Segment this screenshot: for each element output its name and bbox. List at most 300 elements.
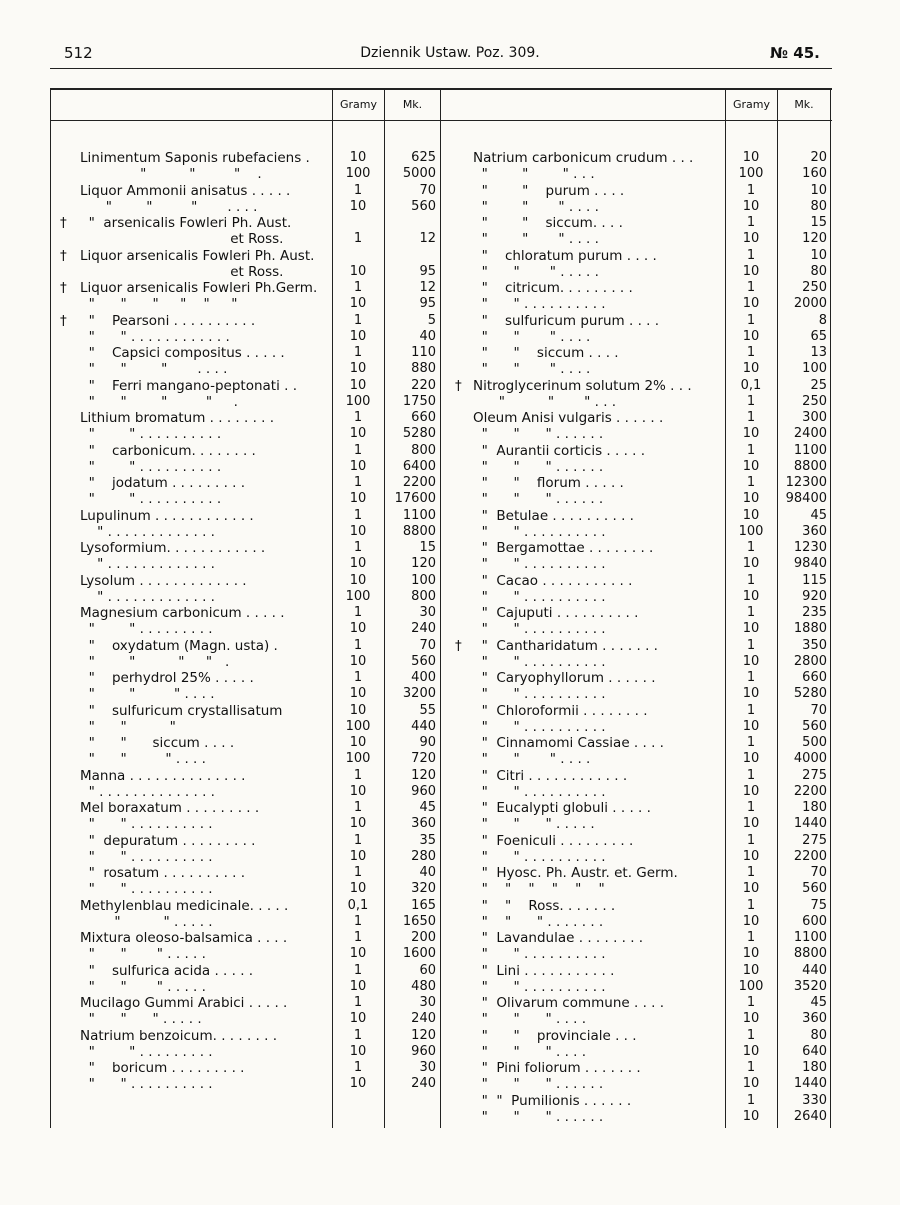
entry-mk: 17600 (394, 491, 436, 507)
entry-gramy: 1 (353, 231, 363, 247)
entry-gramy: 100 (345, 393, 371, 409)
entry-name: Oleum Anisi vulgaris . . . . . . (473, 410, 664, 426)
entry-name: " " florum . . . . . (473, 475, 624, 491)
entry-name: " Cinnamomi Cassiae . . . . (473, 735, 664, 751)
table-row (0, 930, 900, 946)
table-row (0, 735, 900, 751)
table-row (0, 751, 900, 767)
entry-mk: 30 (419, 605, 436, 620)
table-row (0, 833, 900, 849)
entry-gramy: 1 (746, 767, 756, 783)
table-row (0, 573, 900, 589)
entry-name: " " " . . . . . (473, 263, 599, 280)
table-row (0, 914, 900, 930)
entry-gramy: 10 (349, 735, 367, 750)
entry-name: Methylenblau medicinale. . . . . (80, 897, 289, 914)
entry-mk: 320 (411, 881, 436, 897)
table-row (0, 703, 900, 719)
entry-name: " " " . . . . . . (473, 491, 604, 508)
entry-name: Lysoformium. . . . . . . . . . . . (80, 540, 266, 556)
entry-gramy: 1 (746, 247, 756, 263)
entry-name: Lysolum . . . . . . . . . . . . . (80, 572, 247, 589)
entry-name: " " . . . . . . . . . . (80, 458, 222, 475)
entry-gramy: 1 (746, 930, 756, 945)
entry-gramy: 1 (746, 735, 756, 750)
entry-mk: 180 (802, 1060, 827, 1075)
entry-mk: 55 (419, 702, 436, 718)
entry-name: " " " . . . . (473, 198, 599, 215)
entry-gramy: 1 (353, 280, 363, 295)
entry-mk: 960 (411, 783, 436, 799)
entry-mk: 440 (802, 962, 827, 978)
entry-name: " " . . . . . . . . . . (473, 296, 606, 313)
dagger-mark: † (455, 377, 462, 394)
entry-gramy: 1 (746, 637, 756, 653)
entry-name: " " . . . . . . . . . . (473, 653, 606, 670)
entry-gramy: 1 (746, 1027, 756, 1043)
table-top-border (50, 88, 832, 90)
entry-mk: 8800 (793, 458, 827, 474)
entry-gramy: 1 (353, 605, 363, 620)
entry-mk: 1880 (793, 621, 827, 637)
entry-gramy: 10 (349, 328, 367, 344)
entry-name: " " . . . . . . . . . . (473, 848, 606, 865)
entry-name: " " . . . . . . . . . (80, 621, 213, 638)
entry-gramy: 1 (353, 1060, 363, 1075)
entry-mk: 10 (810, 247, 827, 263)
entry-mk: 3200 (402, 686, 436, 702)
entry-gramy: 1 (746, 605, 756, 620)
entry-gramy: 1 (353, 540, 363, 555)
entry-name: " Foeniculi . . . . . . . . . (473, 832, 634, 849)
entry-gramy: 10 (742, 198, 760, 214)
entry-mk: 1230 (793, 540, 827, 555)
entry-mk: 1100 (793, 442, 827, 458)
entry-name: et Ross. (80, 263, 284, 280)
entry-name: " " " . . . . (80, 751, 206, 768)
entry-name: " " . . . . . . . . . . (473, 556, 606, 573)
entry-gramy: 1 (746, 670, 756, 685)
entry-mk: 8800 (402, 523, 436, 539)
entry-name: " Capsici compositus . . . . . (80, 345, 285, 361)
entry-gramy: 10 (742, 150, 760, 165)
entry-gramy: 10 (742, 1011, 760, 1027)
table-row (0, 881, 900, 897)
entry-mk: 275 (802, 767, 827, 783)
entry-gramy: 1 (746, 865, 756, 880)
entry-name: " " . . . . . . . . . . (80, 491, 222, 508)
entry-mk: 275 (802, 832, 827, 848)
table-row (0, 865, 900, 881)
entry-name: " " . . . . . . . . . (80, 1043, 213, 1060)
entry-gramy: 10 (349, 816, 367, 832)
column-header-mk: Mk. (402, 98, 423, 111)
entry-name: et Ross. (80, 231, 284, 248)
entry-name: " rosatum . . . . . . . . . . (80, 865, 246, 881)
entry-name: " Ferri mangano-peptonati . . (80, 377, 297, 394)
entry-name: " boricum . . . . . . . . . (80, 1060, 245, 1076)
entry-mk: 25 (810, 377, 827, 393)
entry-gramy: 10 (349, 1076, 367, 1092)
entry-mk: 500 (802, 735, 827, 750)
entry-gramy: 10 (742, 507, 760, 523)
table-row (0, 475, 900, 491)
entry-gramy: 10 (349, 621, 367, 637)
entry-mk: 2400 (793, 426, 827, 442)
entry-name: Nitroglycerinum solutum 2% . . . (473, 377, 692, 394)
entry-mk: 35 (419, 832, 436, 848)
entry-mk: 250 (802, 280, 827, 295)
column-header-gramy: Gramy (732, 98, 770, 111)
table-row (0, 995, 900, 1011)
entry-gramy: 1 (746, 995, 756, 1010)
entry-gramy: 10 (742, 962, 760, 978)
entry-name: " " " . . . . (473, 1011, 587, 1028)
entry-name: " oxydatum (Magn. usta) . (80, 637, 278, 654)
entry-name: Mucilago Gummi Arabici . . . . . (80, 995, 288, 1011)
entry-mk: 240 (411, 1076, 436, 1092)
entry-mk: 2200 (402, 475, 436, 490)
entry-gramy: 10 (349, 377, 367, 393)
entry-mk: 360 (411, 816, 436, 832)
entry-gramy: 10 (742, 621, 760, 637)
entry-mk: 95 (419, 263, 436, 279)
entry-name: " Olivarum commune . . . . (473, 995, 665, 1011)
entry-name: " " " . . . . . . . (473, 913, 604, 930)
entry-mk: 8 (818, 312, 827, 328)
entry-name: " carbonicum. . . . . . . . (80, 442, 256, 459)
entry-gramy: 10 (349, 263, 367, 279)
entry-name: " " " " " " (80, 296, 238, 313)
entry-name: " sulfuricum crystallisatum (80, 702, 283, 719)
table-row (0, 963, 900, 979)
entry-mk: 1100 (402, 507, 436, 523)
entry-gramy: 10 (349, 198, 367, 214)
entry-gramy: 10 (349, 881, 367, 897)
entry-name: " Pini foliorum . . . . . . . (473, 1060, 641, 1076)
entry-mk: 95 (419, 296, 436, 312)
entry-mk: 1750 (402, 393, 436, 409)
entry-name: " . . . . . . . . . . . . . (80, 588, 215, 605)
entry-gramy: 1 (353, 182, 363, 198)
entry-mk: 120 (411, 767, 436, 783)
entry-mk: 4000 (793, 751, 827, 767)
entry-gramy: 1 (746, 897, 756, 913)
entry-gramy: 100 (738, 166, 764, 182)
entry-mk: 920 (802, 588, 827, 604)
entry-mk: 280 (411, 848, 436, 864)
entry-mk: 640 (802, 1043, 827, 1059)
table-row (0, 1060, 900, 1076)
table-row (0, 719, 900, 735)
entry-mk: 30 (419, 995, 436, 1010)
entry-gramy: 1 (746, 312, 756, 328)
entry-mk: 120 (802, 231, 827, 247)
table-row (0, 248, 900, 264)
entry-gramy: 10 (742, 1043, 760, 1059)
table-row (0, 654, 900, 670)
entry-name: Lithium bromatum . . . . . . . . (80, 410, 275, 426)
header-rule (50, 68, 832, 69)
entry-name: " chloratum purum . . . . (473, 247, 657, 264)
table-row (0, 1093, 900, 1109)
entry-name: " " . . . . . . . . . . (80, 848, 213, 865)
entry-name: " " . . . . . . . . . . (473, 523, 606, 540)
entry-mk: 200 (411, 930, 436, 945)
entry-mk: 90 (419, 735, 436, 750)
entry-gramy: 10 (742, 686, 760, 702)
entry-mk: 1440 (793, 816, 827, 832)
entry-mk: 660 (802, 670, 827, 685)
entry-mk: 15 (810, 215, 827, 230)
page-number: 512 (64, 44, 93, 62)
entry-mk: 15 (419, 540, 436, 555)
entry-gramy: 10 (742, 231, 760, 247)
table-row (0, 215, 900, 231)
dagger-mark: † (60, 280, 67, 296)
entry-name: " " " . . . . (473, 751, 591, 768)
entry-name: " citricum. . . . . . . . . (473, 280, 633, 296)
table-row (0, 280, 900, 296)
entry-mk: 800 (411, 442, 436, 458)
entry-name: " " " . . . (473, 393, 617, 410)
entry-gramy: 10 (742, 556, 760, 572)
entry-mk: 10 (810, 182, 827, 198)
entry-gramy: 10 (742, 458, 760, 474)
entry-name: " " " . . . . (473, 361, 591, 378)
table-row (0, 621, 900, 637)
dagger-mark: † (60, 247, 67, 264)
entry-name: " " . . . . . . . . . . (80, 426, 222, 443)
entry-gramy: 1 (353, 962, 363, 978)
entry-name: " " " . . . . (80, 198, 258, 215)
entry-gramy: 1 (746, 410, 756, 425)
entry-gramy: 0,1 (347, 897, 369, 913)
entry-gramy: 10 (349, 572, 367, 588)
entry-name: " " " (80, 718, 176, 735)
entry-name: " " " . . . . . . (473, 1076, 604, 1093)
entry-name: " " . . . . . . . . . . . . (80, 328, 230, 345)
table-row (0, 1028, 900, 1044)
entry-gramy: 1 (746, 280, 756, 295)
entry-mk: 12 (419, 231, 436, 247)
entry-mk: 98400 (785, 491, 827, 507)
column-header-gramy: Gramy (339, 98, 377, 111)
entry-name: " " " . . . . . (80, 946, 206, 963)
entry-name: " " " . . . . . (80, 978, 206, 995)
entry-name: " depuratum . . . . . . . . . (80, 832, 256, 849)
entry-mk: 560 (411, 198, 436, 214)
entry-gramy: 10 (742, 913, 760, 929)
entry-name: " Aurantii corticis . . . . . (473, 442, 646, 459)
entry-gramy: 1 (746, 182, 756, 198)
entry-name: " jodatum . . . . . . . . . (80, 475, 246, 491)
entry-name: " " " . . . . . (80, 1011, 202, 1028)
entry-gramy: 10 (349, 686, 367, 702)
entry-mk: 45 (419, 800, 436, 815)
entry-gramy: 10 (742, 426, 760, 442)
entry-name: " . . . . . . . . . . . . . (80, 523, 215, 540)
entry-mk: 250 (802, 393, 827, 409)
entry-mk: 5000 (402, 166, 436, 182)
entry-gramy: 10 (742, 588, 760, 604)
entry-gramy: 100 (345, 751, 371, 767)
issue-number: № 45. (770, 44, 820, 62)
entry-mk: 70 (810, 702, 827, 718)
entry-gramy: 10 (349, 1011, 367, 1027)
entry-mk: 45 (810, 995, 827, 1010)
entry-gramy: 10 (349, 978, 367, 994)
entry-name: " Lavandulae . . . . . . . . (473, 930, 644, 946)
entry-gramy: 10 (742, 653, 760, 669)
table-row (0, 345, 900, 361)
table-row (0, 459, 900, 475)
entry-gramy: 10 (349, 361, 367, 377)
entry-name: " " . . . . . . . . . . (473, 946, 606, 963)
entry-mk: 360 (802, 523, 827, 539)
entry-mk: 40 (419, 328, 436, 344)
entry-name: " " . . . . . . . . . . (473, 978, 606, 995)
entry-name: " " . . . . . . . . . . (473, 621, 606, 638)
entry-mk: 2200 (793, 848, 827, 864)
entry-mk: 400 (411, 670, 436, 685)
entry-name: " " provinciale . . . (473, 1027, 637, 1044)
table-row (0, 638, 900, 654)
entry-gramy: 1 (353, 995, 363, 1010)
entry-gramy: 1 (353, 442, 363, 458)
table-row (0, 491, 900, 507)
entry-gramy: 10 (742, 296, 760, 312)
entry-gramy: 0,1 (740, 377, 762, 393)
entry-gramy: 1 (746, 832, 756, 848)
entry-gramy: 10 (349, 491, 367, 507)
entry-name: " sulfuricum purum . . . . (473, 312, 660, 329)
entry-mk: 160 (802, 166, 827, 182)
entry-mk: 120 (411, 556, 436, 572)
entry-gramy: 10 (349, 458, 367, 474)
entry-mk: 13 (810, 345, 827, 360)
table-row (0, 1076, 900, 1092)
entry-name: Manna . . . . . . . . . . . . . . (80, 767, 246, 784)
entry-gramy: 100 (345, 588, 371, 604)
entry-name: " perhydrol 25% . . . . . (80, 670, 254, 686)
table-row (0, 231, 900, 247)
entry-gramy: 10 (742, 1108, 760, 1124)
entry-mk: 1600 (402, 946, 436, 962)
column-header-mk: Mk. (794, 98, 814, 111)
entry-name: " Caryophyllorum . . . . . . (473, 670, 656, 686)
entry-mk: 220 (411, 377, 436, 393)
entry-gramy: 1 (746, 540, 756, 555)
table-row (0, 150, 900, 166)
entry-name: " Chloroformii . . . . . . . . (473, 702, 648, 719)
entry-gramy: 10 (742, 751, 760, 767)
entry-mk: 560 (802, 881, 827, 897)
entry-mk: 1440 (793, 1076, 827, 1092)
entry-mk: 300 (802, 410, 827, 425)
entry-mk: 80 (810, 198, 827, 214)
entry-mk: 480 (411, 978, 436, 994)
table-row (0, 849, 900, 865)
entry-mk: 60 (419, 962, 436, 978)
entry-gramy: 1 (353, 637, 363, 653)
entry-gramy: 1 (746, 215, 756, 230)
entry-gramy: 1 (353, 345, 363, 360)
entry-mk: 115 (802, 572, 827, 588)
entry-mk: 2800 (793, 653, 827, 669)
entry-gramy: 1 (353, 312, 363, 328)
entry-mk: 1650 (402, 913, 436, 929)
entry-mk: 9840 (793, 556, 827, 572)
entry-mk: 80 (810, 263, 827, 279)
entry-name: " " siccum . . . . (473, 345, 619, 361)
entry-name: " . . . . . . . . . . . . . (80, 556, 215, 573)
entry-name: " " " . . . . (80, 686, 215, 703)
entry-gramy: 1 (746, 800, 756, 815)
entry-gramy: 10 (349, 946, 367, 962)
entry-name: Natrium carbonicum crudum . . . (473, 150, 694, 166)
entry-gramy: 1 (353, 475, 363, 490)
table-row (0, 784, 900, 800)
entry-gramy: 10 (349, 702, 367, 718)
entry-mk: 180 (802, 800, 827, 815)
entry-mk: 100 (411, 572, 436, 588)
entry-gramy: 10 (742, 881, 760, 897)
entry-gramy: 10 (349, 653, 367, 669)
entry-gramy: 1 (353, 832, 363, 848)
entry-gramy: 100 (738, 523, 764, 539)
table-row (0, 768, 900, 784)
entry-gramy: 1 (353, 930, 363, 945)
entry-gramy: 10 (742, 816, 760, 832)
entry-gramy: 1 (353, 1027, 363, 1043)
entry-name: " " " " . (80, 653, 230, 670)
entry-mk: 800 (411, 588, 436, 604)
table-row (0, 296, 900, 312)
entry-name: Natrium benzoicum. . . . . . . . (80, 1027, 277, 1044)
entry-gramy: 1 (746, 702, 756, 718)
entry-gramy: 10 (349, 150, 367, 165)
entry-name: " " " . . . . . . (473, 458, 604, 475)
page-title: Dziennik Ustaw. Poz. 309. (360, 45, 540, 61)
entry-name: " " . . . . . (80, 913, 213, 930)
table-row (0, 1044, 900, 1060)
table-row (0, 264, 900, 280)
entry-gramy: 10 (742, 946, 760, 962)
entry-gramy: 10 (742, 783, 760, 799)
entry-gramy: 1 (353, 670, 363, 685)
entry-mk: 2200 (793, 783, 827, 799)
table-row (0, 898, 900, 914)
entry-name: " Cantharidatum . . . . . . . (473, 637, 658, 654)
entry-mk: 30 (419, 1060, 436, 1075)
entry-gramy: 1 (746, 1092, 756, 1108)
table-row (0, 443, 900, 459)
entry-name: Liquor Ammonii anisatus . . . . . (80, 182, 291, 199)
entry-name: " " " . . . . . . (473, 1108, 604, 1125)
entry-name: Liquor arsenicalis Fowleri Ph.Germ. (80, 280, 318, 296)
table-row (0, 361, 900, 377)
table-row (0, 183, 900, 199)
entry-mk: 12300 (785, 475, 827, 490)
entry-name: Mel boraxatum . . . . . . . . . (80, 800, 260, 816)
dagger-mark: † (455, 637, 462, 654)
entry-name: " " " . (80, 166, 262, 183)
entry-name: " " siccum . . . . (80, 735, 235, 751)
entry-name: " " . . . . . . . . . . (473, 686, 606, 703)
entry-mk: 3520 (793, 978, 827, 994)
entry-gramy: 1 (746, 393, 756, 409)
